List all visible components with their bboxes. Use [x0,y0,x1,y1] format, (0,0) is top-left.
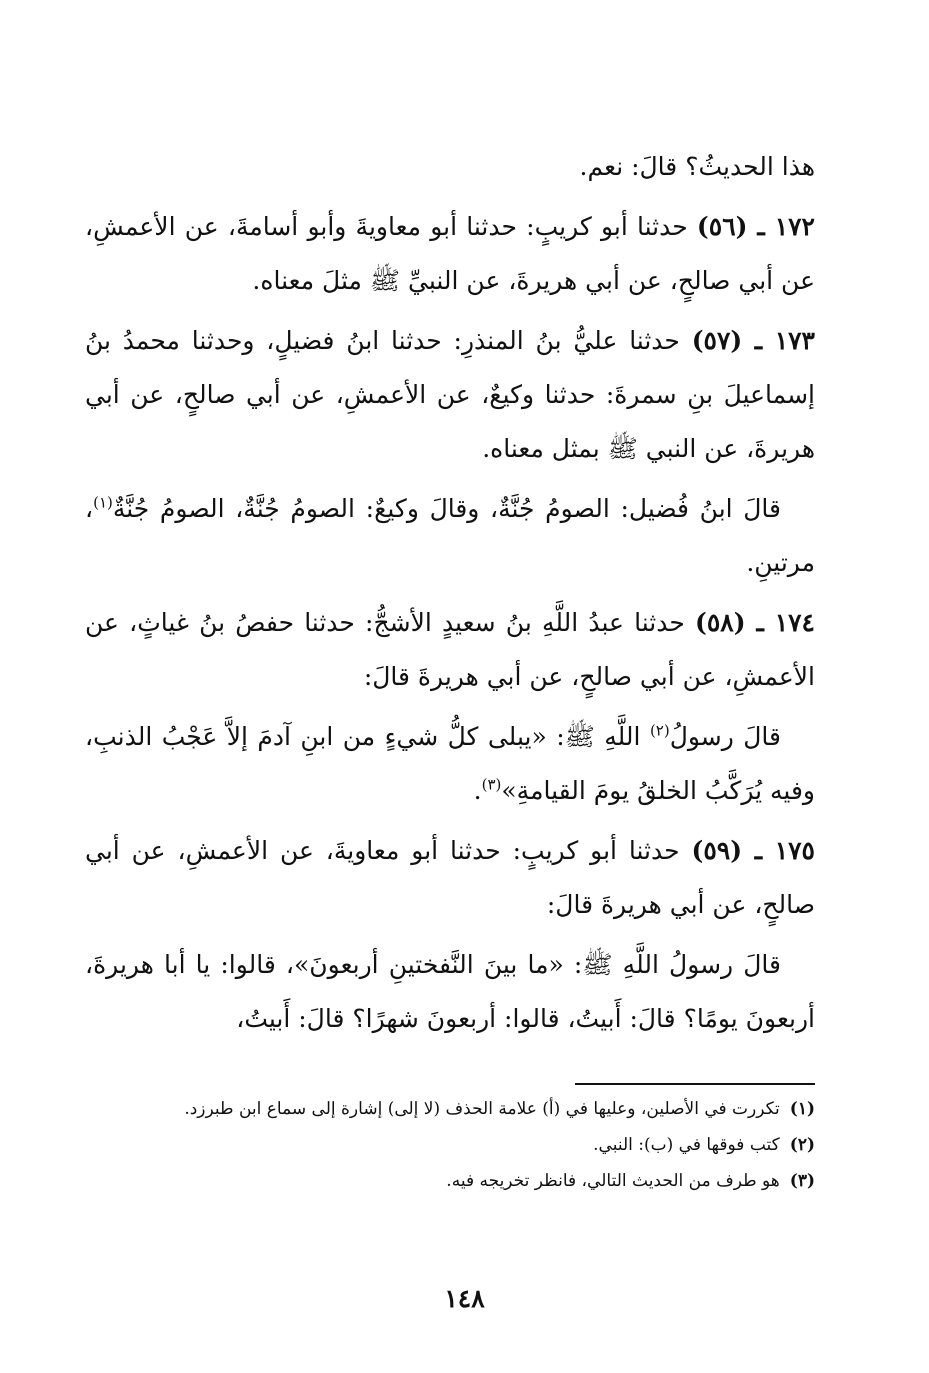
footnote-ref-1[interactable]: (١) [93,493,113,512]
footnote-number: (٢) [789,1135,815,1155]
footnote-text: كتب فوقها في (ب): النبي. [593,1135,780,1155]
footnote-3 [85,1163,815,1199]
hadith-text: حدثنا أبو كريبٍ: حدثنا أبو معاويةَ وأبو أسامةَ، عن الأعمشِ، عن أبي صالحٍ، عن أبي هريرةَ، عن النبيِّ ﷺ مثلَ معناه. [85,212,815,295]
hadith-number: ١٧٣ ـ (٥٧) [691,326,815,355]
paragraph-continuation [85,140,815,194]
hadith-173-comment [85,482,815,590]
hadith-174 [85,596,815,704]
hadith-text: حدثنا عليُّ بنُ المنذرِ: حدثنا ابنُ فضيلٍ، وحدثنا محمدُ بنُ إسماعيلَ بنِ سمرةَ: حدثنا وكيعٌ، عن الأعمشِ، عن أبي صالحٍ، عن أبي هريرةَ، عن النبي ﷺ بمثل معناه. [85,326,815,463]
footnote-2 [85,1127,815,1163]
hadith-number: ١٧٤ ـ (٥٨) [694,608,815,637]
paragraph-text-mid: اللَّهِ ﷺ: «يبلى كلُّ شيءٍ من ابنِ آدمَ إلاَّ عَجْبُ الذنبِ، وفيه يُرَكَّبُ الخلقُ يومَ القيامةِ» [85,722,815,805]
footnote-text: تكررت في الأصلين، وعليها في (أ) علامة الحذف (لا إلى) إشارة إلى سماع ابن طبرزد. [184,1099,780,1119]
paragraph-text: هذا الحديثُ؟ قالَ: نعم. [579,152,815,181]
hadith-172 [85,200,815,308]
footnote-1 [85,1091,815,1127]
paragraph-text: قالَ رسولُ [669,722,781,751]
footnote-ref-3[interactable]: (٣) [481,775,502,794]
hadith-175 [85,824,815,932]
footnote-number: (١) [789,1099,815,1119]
footnote-text: هو طرف من الحديث التالي، فانظر تخريجه فيه. [446,1171,780,1191]
hadith-173 [85,314,815,476]
paragraph-text-end: . [473,776,482,805]
footnote-number: (٣) [789,1171,815,1191]
hadith-text: حدثنا عبدُ اللَّهِ بنُ سعيدٍ الأشجُّ: حدثنا حفصُ بنُ غياثٍ، عن الأعمشِ، عن أبي صالحٍ، عن أبي هريرةَ قالَ: [85,608,815,691]
hadith-text: حدثنا أبو كريبٍ: حدثنا أبو معاويةَ، عن الأعمشِ، عن أبي صالحٍ، عن أبي هريرةَ قالَ: [85,836,815,919]
hadith-number: ١٧٢ ـ (٥٦) [696,212,815,241]
footnote-divider [575,1083,815,1085]
footnote-ref-2[interactable]: (٢) [649,721,670,740]
footnotes [85,1083,815,1199]
hadith-175-matn [85,938,815,1046]
hadith-number: ١٧٥ ـ (٥٩) [691,836,815,865]
main-text [85,140,815,1046]
paragraph-text-end: ، مرتينِ. [85,494,815,577]
paragraph-text: قالَ رسولُ اللَّهِ ﷺ: «ما بينَ النَّفختينِ أربعونَ»، قالوا: يا أبا هريرةَ، أربعونَ يومًا؟ قالَ: أَبيتُ، قالوا: أربعونَ شهرًا؟ قالَ: أَبيتُ، [85,950,815,1033]
paragraph-text: قالَ ابنُ فُضيل: الصومُ جُنَّةٌ، وقالَ وكيعٌ: الصومُ جُنَّةٌ، الصومُ جُنَّةٌ [112,494,781,523]
hadith-174-matn [85,710,815,818]
page-number: ١٤٨ [444,1284,485,1313]
